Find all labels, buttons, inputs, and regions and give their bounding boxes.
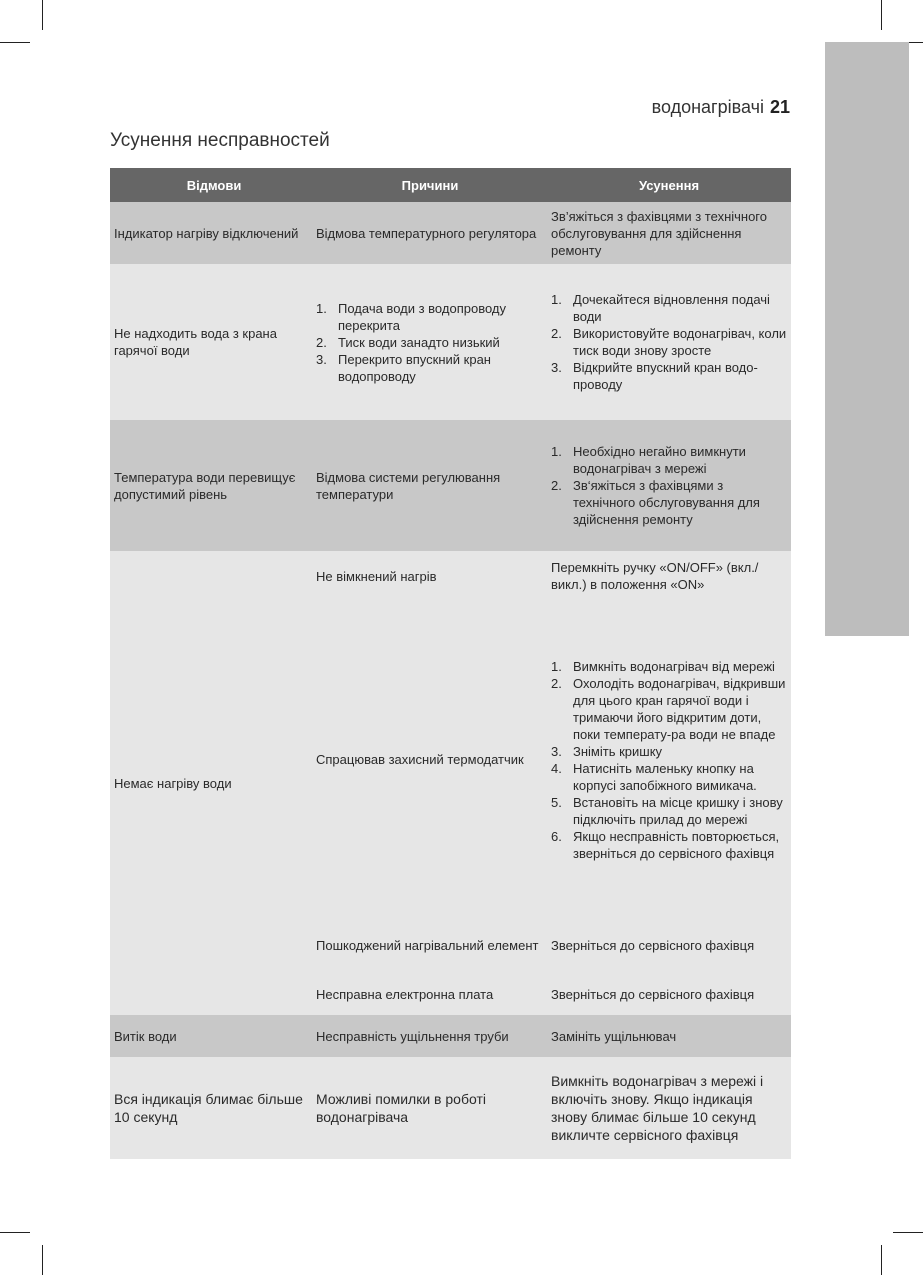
page-title: Усунення несправностей xyxy=(110,130,330,151)
list-item: 2. Використовуйте водонагрівач, коли тиск води знову зросте xyxy=(551,326,787,358)
sub-row xyxy=(314,973,791,1015)
list-item: 6. Якщо несправність повторюється, зверніться до сервісного фахівця xyxy=(551,828,780,861)
cause-cell: Можливі помилки в роботі водонагрівача xyxy=(316,1091,486,1125)
cause-cell: Не вімкнений нагрів xyxy=(316,568,437,584)
remedy-cell xyxy=(550,601,791,918)
crop-mark xyxy=(42,0,43,30)
running-header xyxy=(652,97,790,118)
fault-cell: Температура води перевищує допустимий рівень xyxy=(114,469,296,502)
list-item: 5. Встановіть на місце кришку і знову підключіть прилад до мережі xyxy=(551,794,783,827)
cause-cell: Несправна електронна плата xyxy=(316,986,494,1002)
crop-mark xyxy=(0,42,30,43)
list-item: 2. Зв‘яжіться з фахівцями з технічного обслуговування для здійснення ремонту xyxy=(551,478,760,527)
sub-row xyxy=(314,601,791,918)
column-header: Відмови xyxy=(186,177,242,193)
list-item: 4. Натисніть маленьку кнопку на корпусі запобіжного вимикача. xyxy=(551,760,757,793)
running-title: водонагрівачі xyxy=(651,97,764,117)
list-item: 1. Дочекайтеся відновлення подачі води xyxy=(551,292,770,324)
fault-cell: Немає нагріву води xyxy=(114,775,232,791)
cause-cell: Відмова температурного регулятора xyxy=(316,225,537,241)
crop-mark xyxy=(0,1232,30,1233)
list-item: 1. Необхідно негайно вимкнути водонагрівач з мережі xyxy=(551,444,746,476)
remedy-list xyxy=(551,443,787,528)
cause-cell: Несправність ущільнення труби xyxy=(316,1028,509,1044)
cause-cell: Відмова системи регулювання температури xyxy=(316,469,501,502)
cause-cell: Спрацював захисний термодатчик xyxy=(316,752,524,767)
cause-list xyxy=(316,300,544,385)
remedy-list xyxy=(551,291,787,393)
crop-mark xyxy=(893,1232,923,1233)
list-item: 1. Подача води з водопроводу перекрита xyxy=(316,300,506,333)
list-item: 2. Охолодіть водонагрівач, відкривши для цього кран гарячої води і тримаючи його відкритим доти, поки температу-ра води не впаде xyxy=(551,675,786,742)
crop-mark xyxy=(881,0,882,30)
troubleshooting-table xyxy=(110,168,791,1159)
remedy-cell xyxy=(550,420,791,551)
list-item: 1. Вимкніть водонагрівач від мережі xyxy=(551,658,775,674)
table-row xyxy=(110,1015,791,1057)
table-header xyxy=(110,168,791,202)
table-row xyxy=(110,420,791,551)
sub-row xyxy=(314,918,791,973)
sub-row xyxy=(314,551,791,601)
remedy-cell xyxy=(550,264,791,420)
fault-cell: Індикатор нагріву відключений xyxy=(114,225,299,241)
remedy-cell: Вимкніть водонагрівач з мережі і включіть знову. Якщо індикація знову блимає більше 10 секунд викличте сервісного фахівця xyxy=(551,1073,764,1143)
column-header: Причини xyxy=(401,177,459,193)
cause-cell: Пошкоджений нагрівальний елемент xyxy=(316,938,539,953)
page-number: 21 xyxy=(769,97,790,117)
remedy-cell: Зв’яжіться з фахівцями з технічного обслуговування для здійснення ремонту xyxy=(551,208,767,258)
list-item: 3. Відкрийте впускний кран водо-проводу xyxy=(551,360,758,392)
remedy-cell: Зверніться до сервісного фахівця xyxy=(551,986,755,1002)
fault-cell: Вся індикація блимає більше 10 секунд xyxy=(114,1091,303,1125)
list-item: 2. Тиск води занадто низький xyxy=(316,334,500,350)
crop-mark xyxy=(881,1245,882,1275)
table-row xyxy=(110,551,791,1015)
fault-cell: Витік води xyxy=(114,1028,177,1044)
fault-cell: Не надходить вода з крана гарячої води xyxy=(114,326,277,358)
table-row xyxy=(110,264,791,420)
list-item: 3. Зніміть кришку xyxy=(551,743,663,759)
remedy-cell: Перемкніть ручку «ON/OFF» (вкл./викл.) в положення «ON» xyxy=(551,560,759,592)
sub-rows xyxy=(314,551,791,1015)
remedy-cell: Замініть ущільнювач xyxy=(551,1028,677,1044)
cause-cell xyxy=(314,264,550,420)
remedy-cell: Зверніться до сервісного фахівця xyxy=(551,938,755,953)
column-header: Усунення xyxy=(638,177,700,193)
list-item: 3. Перекрито впускний кран водопроводу xyxy=(316,351,491,384)
remedy-list xyxy=(551,658,787,862)
crop-mark xyxy=(42,1245,43,1275)
side-tab xyxy=(825,42,909,636)
table-row xyxy=(110,1057,791,1159)
table-row xyxy=(110,202,791,264)
